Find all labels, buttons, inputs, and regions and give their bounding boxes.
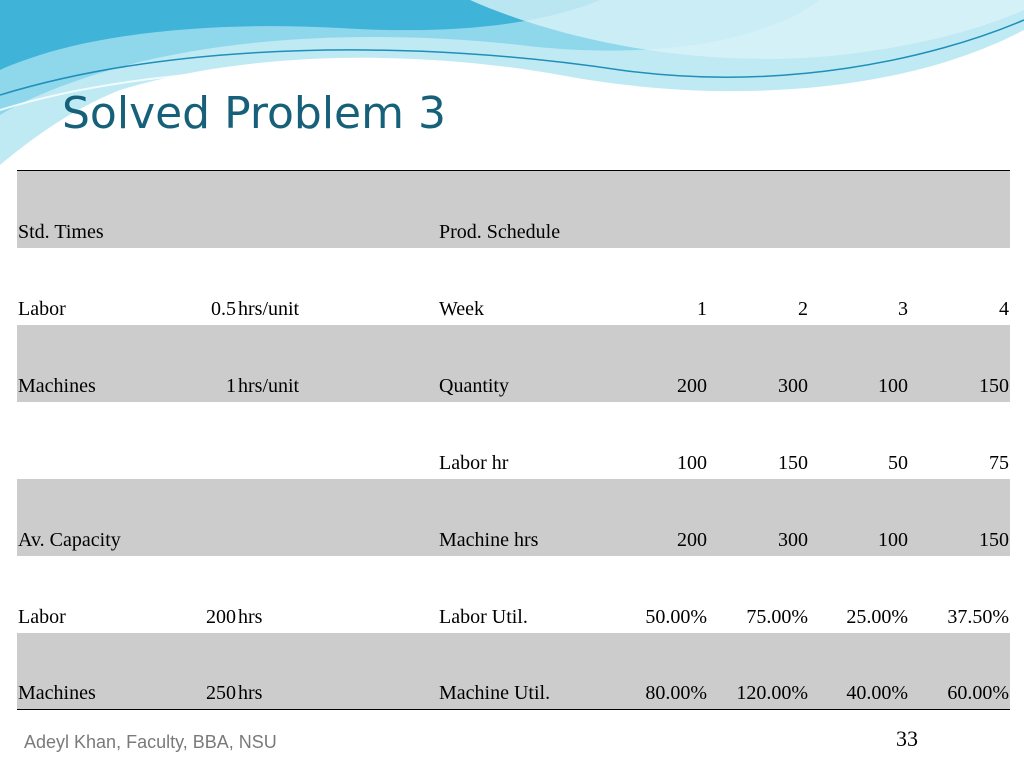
table-cell: 75.00% bbox=[746, 605, 808, 628]
table-cell bbox=[237, 402, 438, 479]
table-cell: 100 bbox=[809, 325, 909, 402]
table-cell: hrs/unit bbox=[238, 297, 300, 320]
table-cell bbox=[909, 171, 1010, 248]
table-row bbox=[17, 325, 1010, 402]
slide-footer: Adeyl Khan, Faculty, BBA, NSU bbox=[24, 732, 277, 752]
table-cell: Machines bbox=[17, 633, 139, 710]
table-cell: 1 bbox=[697, 297, 707, 320]
table-cell: 37.50% bbox=[947, 605, 1009, 628]
table-cell: 80.00% bbox=[608, 633, 708, 710]
table-cell: 25.00% bbox=[846, 605, 908, 628]
table-cell: Std. Times bbox=[17, 171, 139, 248]
table-cell: Machine hrs bbox=[438, 479, 608, 556]
table-cell bbox=[237, 479, 438, 556]
table-cell: 4 bbox=[999, 297, 1009, 320]
table-cell: 0.5 bbox=[211, 297, 236, 320]
table-cell: Machine Util. bbox=[438, 633, 608, 710]
table-cell: 200 bbox=[608, 325, 708, 402]
table-cell bbox=[139, 171, 237, 248]
table-cell: Labor bbox=[18, 605, 66, 628]
table-cell: 150 bbox=[909, 325, 1010, 402]
slide-title: Solved Problem 3 bbox=[62, 88, 446, 139]
table-cell: hrs bbox=[237, 633, 438, 710]
table-cell: Labor Util. bbox=[439, 605, 528, 628]
table-row bbox=[17, 248, 1010, 325]
table-cell: 300 bbox=[708, 325, 809, 402]
table-cell: Quantity bbox=[438, 325, 608, 402]
table-cell: 3 bbox=[898, 297, 908, 320]
page-number: 33 bbox=[896, 726, 918, 751]
table-cell: Prod. Schedule bbox=[438, 171, 608, 248]
table-cell bbox=[139, 402, 237, 479]
schedule-table bbox=[17, 170, 1010, 710]
table-cell: Labor bbox=[18, 297, 66, 320]
table-cell: 120.00% bbox=[708, 633, 809, 710]
table-cell bbox=[17, 402, 139, 479]
table-row bbox=[17, 479, 1010, 556]
table-cell: 60.00% bbox=[909, 633, 1010, 710]
table-cell: 40.00% bbox=[809, 633, 909, 710]
decorative-wave-header bbox=[0, 0, 1024, 170]
table-row bbox=[17, 633, 1010, 710]
table-cell bbox=[708, 171, 809, 248]
table-cell bbox=[237, 171, 438, 248]
table-cell: hrs/unit bbox=[237, 325, 438, 402]
table-cell bbox=[608, 171, 708, 248]
table-row bbox=[17, 171, 1010, 248]
table-cell: 150 bbox=[909, 479, 1010, 556]
table-cell: hrs bbox=[238, 605, 263, 628]
table-cell: 100 bbox=[809, 479, 909, 556]
table-cell: 2 bbox=[798, 297, 808, 320]
table-cell: Machines bbox=[17, 325, 139, 402]
table-cell: 100 bbox=[677, 451, 707, 474]
table-cell: Labor hr bbox=[439, 451, 509, 474]
table-cell: 1 bbox=[139, 325, 237, 402]
table-cell: 300 bbox=[708, 479, 809, 556]
table-cell: 200 bbox=[608, 479, 708, 556]
table-cell: 150 bbox=[778, 451, 808, 474]
table-cell: 50 bbox=[888, 451, 908, 474]
table-cell: 250 bbox=[139, 633, 237, 710]
table-cell: 200 bbox=[206, 605, 236, 628]
table-cell: 50.00% bbox=[645, 605, 707, 628]
table-cell: Av. Capacity bbox=[17, 479, 139, 556]
table-row bbox=[17, 402, 1010, 479]
table-cell: 75 bbox=[989, 451, 1009, 474]
table-cell bbox=[139, 479, 237, 556]
table-row bbox=[17, 556, 1010, 633]
table-cell bbox=[809, 171, 909, 248]
table-cell: Week bbox=[439, 297, 485, 320]
